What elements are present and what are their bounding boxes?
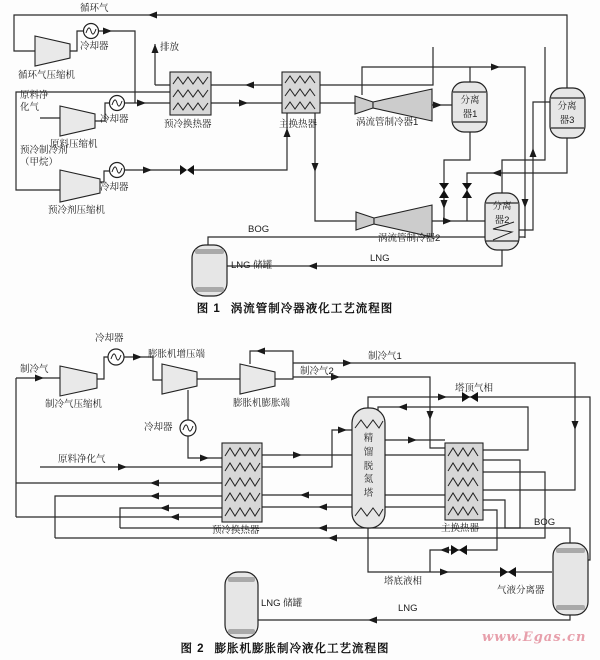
fig2-expander-booster-end [162,364,197,394]
fig1-recycle-compressor-label: 循环气压缩机 [18,70,76,81]
fig1-cooler-1 [84,24,99,39]
fig2-caption-number: 图 2 [180,643,205,655]
fig2-refrigerant1-label: 制冷气1 [368,351,402,362]
fig1-lng-tank-label: LNG 储罐 [231,260,273,271]
fig2-main-exchanger [445,443,483,520]
fig2-gas-liquid-separator-label: 气液分离器 [497,585,545,596]
fig1-feed-compressor-label: 原料压缩机 [50,139,98,150]
fig2-flow-arrows [35,348,579,624]
fig2-refrigerant-compressor-label: 制冷气压缩机 [45,399,103,410]
fig1-feed-compressor [60,106,95,136]
fig2-cooler-2-label: 冷却器 [144,422,173,433]
fig2-lng-tank [225,572,258,638]
fig2-tower-top-vapor-label: 塔顶气相 [455,383,494,394]
fig1-vortex-tube-2-label: 涡流管制冷器2 [378,233,441,244]
fig2-cooler-1-label: 冷却器 [95,333,124,344]
fig1-bog-label: BOG [248,224,270,235]
website-watermark: www.Egas.cn [482,630,587,645]
fig2-refrigerant-gas-label: 制冷气 [20,364,49,375]
fig1-feed-gas-label: 原料净化气 [20,90,49,113]
fig1-caption-title: 涡流管制冷器液化工艺流程图 [230,303,394,315]
fig1-lng-label: LNG [370,253,390,264]
fig2-tower-bottom-liquid-label: 塔底液相 [384,576,423,587]
fig2-expander-expansion-end [240,364,275,394]
fig1-main-exchanger [282,72,320,113]
fig2-bog-label: BOG [534,517,556,528]
fig2-valve-mhe-liquid [451,545,467,555]
fig2-feed-gas-label: 原料净化气 [58,454,106,465]
fig2-lng-label: LNG [398,603,418,614]
fig1-cooler-2-label: 冷却器 [100,114,129,125]
fig2-lng-tank-label: LNG 储罐 [261,598,303,609]
fig1-main-exchanger-label: 主换热器 [279,119,318,130]
fig2-precool-exchanger [222,443,262,522]
fig2-precool-exchanger-label: 预冷换热器 [212,525,260,536]
fig1-recycle-gas-label: 循环气 [80,3,109,14]
fig2-expander-expansion-label: 膨胀机膨胀端 [233,398,291,409]
fig2-valve-tower-bottom [500,567,516,577]
fig2-refrigerant-compressor [60,366,97,396]
fig1-separator-2-label: 分离器2 [492,201,512,226]
fig1-cooler-2 [110,96,125,111]
fig1-cooler-1-label: 冷却器 [80,41,109,52]
fig1-jt-valve-a [439,183,449,198]
fig2-main-exchanger-label: 主换热器 [441,523,480,534]
fig1-cooler-3-label: 冷却器 [100,182,129,193]
fig2-cooler-1 [108,349,124,365]
fig2-refrigerant2-label: 制冷气2 [300,366,334,377]
fig1-jt-valve-methane [180,165,194,175]
fig1-jt-valve-b [462,183,472,198]
fig2-pipes [16,351,590,620]
fig1-vent-label: 排放 [160,42,180,53]
fig2-cooler-2 [180,420,196,436]
fig1-caption-number: 图 1 [196,303,221,315]
fig1-vortex-tube-1-label: 涡流管制冷器1 [356,117,419,128]
fig1-recycle-compressor [35,36,70,66]
fig2-caption [120,640,450,656]
fig1-separator-1-label: 分离器1 [460,95,480,120]
fig2-expander-booster-label: 膨胀机增压端 [148,349,206,360]
fig1-separator-3-label: 分离器3 [557,101,577,126]
fig1-precool-compressor [60,170,100,202]
fig1-precool-compressor-label: 预冷剂压缩机 [48,205,106,216]
fig1-caption [130,300,460,316]
fig1-cooler-3 [110,163,125,178]
fig2-gas-liquid-separator [553,543,588,615]
fig1-precool-exchanger [170,72,211,115]
fig1-precool-exchanger-label: 预冷换热器 [164,119,212,130]
fig1-lng-tank [192,245,227,296]
fig2-caption-title: 膨胀机膨胀制冷液化工艺流程图 [214,643,390,655]
fig1-precool-refrigerant-label: 预冷制冷剂（甲烷） [20,145,68,168]
fig2-tower-label: 精馏脱氮塔 [363,433,374,500]
